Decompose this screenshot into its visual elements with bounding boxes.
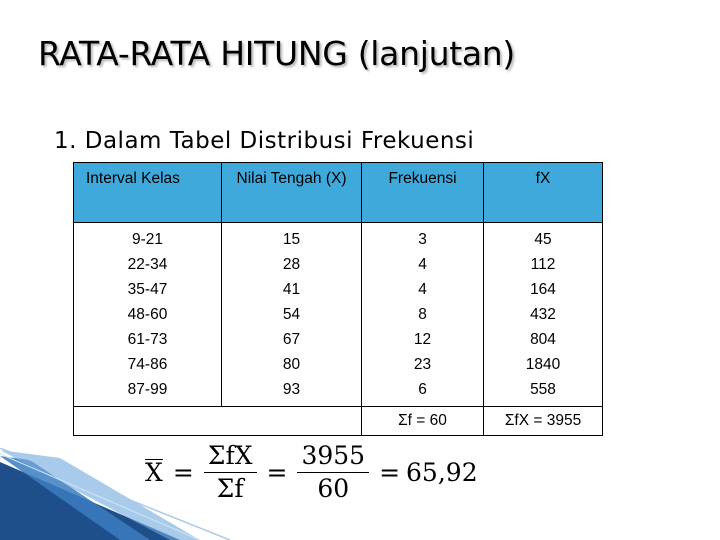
table-row: [74, 223, 603, 253]
cell-fx: 558: [484, 377, 603, 407]
cell-fx: 432: [484, 302, 603, 327]
table-row: [74, 277, 603, 302]
table-header-row: [74, 163, 603, 223]
cell-interval: 9-21: [74, 223, 222, 253]
cell-nilai-tengah: 80: [222, 352, 362, 377]
totals-empty-cell: [74, 407, 362, 436]
cell-frekuensi: 8: [362, 302, 484, 327]
total-frekuensi: Σf = 60: [362, 407, 484, 436]
cell-fx: 45: [484, 223, 603, 253]
cell-frekuensi: 6: [362, 377, 484, 407]
cell-nilai-tengah: 28: [222, 252, 362, 277]
cell-fx: 164: [484, 277, 603, 302]
table-row: [74, 302, 603, 327]
formula-result: 65,92: [406, 458, 478, 487]
equals-sign: =: [266, 458, 288, 487]
mean-formula: [145, 442, 478, 503]
slide-title: RATA-RATA HITUNG (lanjutan): [38, 34, 515, 73]
cell-fx: 804: [484, 327, 603, 352]
totals-row: [74, 407, 603, 436]
cell-interval: 35-47: [74, 277, 222, 302]
cell-interval: 87-99: [74, 377, 222, 407]
table-row: [74, 327, 603, 352]
cell-interval: 61-73: [74, 327, 222, 352]
fraction-numerator: 3955: [297, 442, 369, 473]
cell-frekuensi: 4: [362, 277, 484, 302]
cell-interval: 48-60: [74, 302, 222, 327]
x-bar-symbol: X: [145, 458, 163, 487]
fraction-denominator: Σf: [216, 474, 244, 503]
header-interval-kelas: Interval Kelas: [74, 163, 222, 223]
header-frekuensi: Frekuensi: [362, 163, 484, 223]
total-fx: ΣfX = 3955: [484, 407, 603, 436]
header-nilai-tengah: Nilai Tengah (X): [222, 163, 362, 223]
fraction-symbolic: [204, 442, 257, 503]
cell-frekuensi: 12: [362, 327, 484, 352]
table-row: [74, 377, 603, 407]
table-row: [74, 252, 603, 277]
cell-nilai-tengah: 15: [222, 223, 362, 253]
cell-nilai-tengah: 93: [222, 377, 362, 407]
cell-fx: 1840: [484, 352, 603, 377]
equals-sign: =: [379, 458, 401, 487]
cell-nilai-tengah: 67: [222, 327, 362, 352]
equals-sign: =: [172, 458, 194, 487]
header-fx: fX: [484, 163, 603, 223]
fraction-numeric: [297, 442, 369, 503]
cell-frekuensi: 4: [362, 252, 484, 277]
cell-nilai-tengah: 54: [222, 302, 362, 327]
cell-fx: 112: [484, 252, 603, 277]
cell-frekuensi: 3: [362, 223, 484, 253]
cell-interval: 22-34: [74, 252, 222, 277]
fraction-denominator: 60: [317, 474, 350, 503]
cell-frekuensi: 23: [362, 352, 484, 377]
frequency-table: [73, 162, 603, 436]
table-row: [74, 352, 603, 377]
slide-subtitle: 1. Dalam Tabel Distribusi Frekuensi: [54, 128, 475, 154]
cell-interval: 74-86: [74, 352, 222, 377]
fraction-numerator: ΣfX: [204, 442, 257, 473]
cell-nilai-tengah: 41: [222, 277, 362, 302]
